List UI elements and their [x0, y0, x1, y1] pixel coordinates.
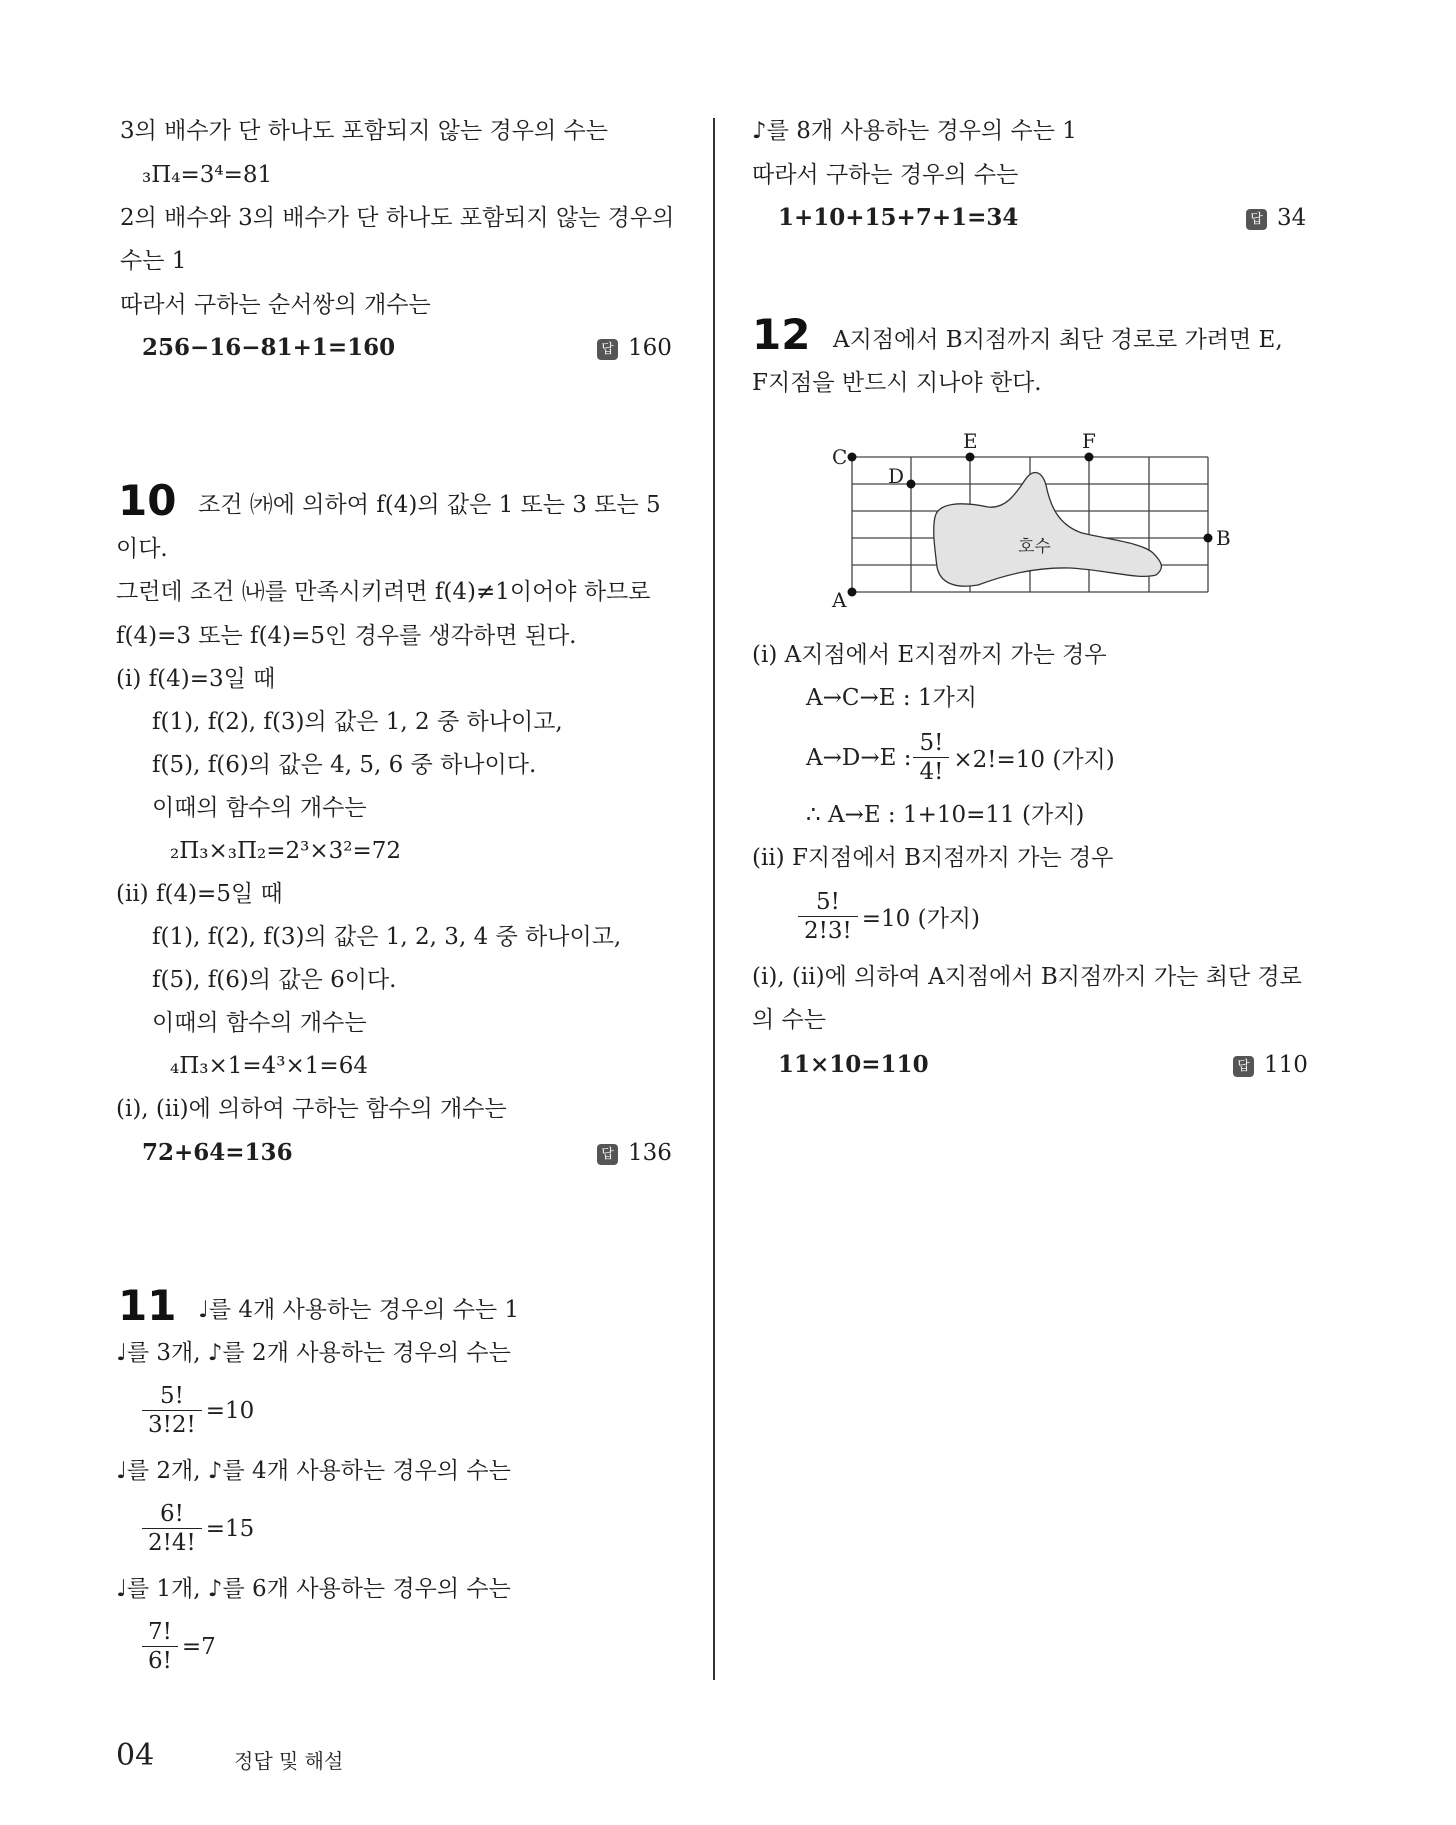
text-line: 2의 배수와 3의 배수가 단 하나도 포함되지 않는 경우의	[120, 205, 675, 231]
lake-region	[934, 473, 1162, 587]
final-calculation: 1+10+15+7+1=34	[778, 204, 1019, 231]
math-line: A→C→E : 1가지	[806, 685, 977, 711]
text-line: ♪를 8개 사용하는 경우의 수는 1	[752, 118, 1077, 144]
answer-box	[597, 333, 672, 363]
problem-number: 11	[118, 1281, 177, 1330]
label-c: C	[832, 445, 848, 469]
text-line: f(4)=3 또는 f(4)=5인 경우를 생각하면 된다.	[116, 623, 577, 649]
answer-icon: 답	[597, 339, 618, 360]
fraction-result: ×2!=10 (가지)	[953, 747, 1115, 773]
text-line: A지점에서 B지점까지 최단 경로로 가려면 E,	[833, 327, 1283, 353]
case-heading: (ii) f(4)=5일 때	[116, 881, 283, 907]
text-line: (i), (ii)에 의하여 A지점에서 B지점까지 가는 최단 경로	[752, 964, 1302, 990]
text-line: 이때의 함수의 개수는	[152, 795, 367, 821]
text-line: 수는 1	[120, 248, 187, 274]
problem-number: 10	[118, 476, 177, 525]
text-line: ♩를 4개 사용하는 경우의 수는 1	[198, 1297, 520, 1323]
column-divider	[713, 118, 715, 1680]
point-b	[1204, 534, 1213, 543]
math-line: ₃Π₄=3⁴=81	[142, 162, 273, 188]
case-heading: (i) f(4)=3일 때	[116, 666, 276, 692]
footer-title: 정답 및 해설	[234, 1749, 344, 1773]
lake-label: 호수	[1018, 537, 1051, 557]
label-a: A	[832, 588, 847, 612]
point-a	[848, 588, 857, 597]
answer-box	[1233, 1050, 1308, 1080]
point-e	[966, 453, 975, 462]
expression-prefix: A→D→E :	[806, 744, 912, 771]
text-line: ♩를 3개, ♪를 2개 사용하는 경우의 수는	[116, 1340, 511, 1366]
text-line: 그런데 조건 ㈏를 만족시키려면 f(4)≠1이어야 하므로	[116, 579, 651, 605]
fraction	[142, 1618, 216, 1675]
text-line: F지점을 반드시 지나야 한다.	[752, 370, 1042, 396]
denominator: 2!3!	[804, 918, 852, 944]
text-line: f(5), f(6)의 값은 6이다.	[152, 967, 397, 993]
text-line: (i), (ii)에 의하여 구하는 함수의 개수는	[116, 1096, 507, 1122]
text-line: 조건 ㈎에 의하여 f(4)의 값은 1 또는 3 또는 5	[198, 492, 661, 518]
point-d	[907, 480, 916, 489]
numerator: 5!	[913, 729, 949, 758]
fraction	[142, 1500, 254, 1557]
answer-box	[1246, 203, 1306, 233]
fraction-result: =15	[205, 1515, 255, 1542]
label-e: E	[963, 429, 978, 453]
label-b: B	[1216, 526, 1231, 550]
text-line: 3의 배수가 단 하나도 포함되지 않는 경우의 수는	[120, 118, 608, 144]
text-line: ♩를 1개, ♪를 6개 사용하는 경우의 수는	[116, 1576, 511, 1602]
denominator: 3!2!	[148, 1412, 196, 1438]
grid-figure	[820, 425, 1240, 615]
final-calculation: 11×10=110	[778, 1051, 929, 1078]
point-c	[848, 453, 857, 462]
label-d: D	[888, 464, 905, 488]
page-number: 04	[116, 1738, 155, 1773]
fraction-result: =10 (가지)	[861, 906, 980, 932]
text-line: 이다.	[116, 536, 168, 562]
text-line: f(1), f(2), f(3)의 값은 1, 2 중 하나이고,	[152, 709, 563, 735]
fraction	[798, 888, 980, 945]
answer-box	[597, 1138, 672, 1168]
problem-number: 12	[752, 310, 811, 359]
text-line: f(5), f(6)의 값은 4, 5, 6 중 하나이다.	[152, 752, 537, 778]
answer-icon: 답	[1246, 209, 1267, 230]
math-line: ₄Π₃×1=4³×1=64	[170, 1053, 368, 1079]
answer-icon: 답	[1233, 1056, 1254, 1077]
fraction	[142, 1382, 254, 1439]
point-f	[1085, 453, 1094, 462]
text-line: ♩를 2개, ♪를 4개 사용하는 경우의 수는	[116, 1458, 511, 1484]
math-line: ∴ A→E : 1+10=11 (가지)	[806, 802, 1085, 828]
numerator: 7!	[142, 1618, 178, 1647]
answer-icon: 답	[597, 1144, 618, 1165]
numerator: 5!	[798, 888, 858, 917]
denominator: 2!4!	[148, 1530, 196, 1556]
fraction-result: =7	[181, 1633, 216, 1660]
answer-value: 34	[1277, 205, 1307, 231]
text-line: 이때의 함수의 개수는	[152, 1010, 367, 1036]
label-f: F	[1082, 429, 1096, 453]
text-line: f(1), f(2), f(3)의 값은 1, 2, 3, 4 중 하나이고,	[152, 924, 622, 950]
answer-value: 110	[1264, 1052, 1308, 1078]
final-calculation: 256−16−81+1=160	[142, 334, 396, 361]
case-heading: (ii) F지점에서 B지점까지 가는 경우	[752, 845, 1114, 871]
text-line: 따라서 구하는 순서쌍의 개수는	[120, 292, 431, 318]
numerator: 5!	[142, 1382, 202, 1411]
final-calculation: 72+64=136	[142, 1139, 293, 1166]
answer-value: 136	[628, 1140, 672, 1166]
denominator: 4!	[919, 759, 944, 785]
answer-value: 160	[628, 335, 672, 361]
fraction-expression	[806, 729, 1115, 786]
case-heading: (i) A지점에서 E지점까지 가는 경우	[752, 642, 1107, 668]
fraction-result: =10	[205, 1397, 255, 1424]
text-line: 의 수는	[752, 1007, 826, 1033]
numerator: 6!	[142, 1500, 202, 1529]
text-line: 따라서 구하는 경우의 수는	[752, 162, 1019, 188]
denominator: 6!	[148, 1648, 172, 1674]
math-line: ₂Π₃×₃Π₂=2³×3²=72	[170, 838, 402, 864]
